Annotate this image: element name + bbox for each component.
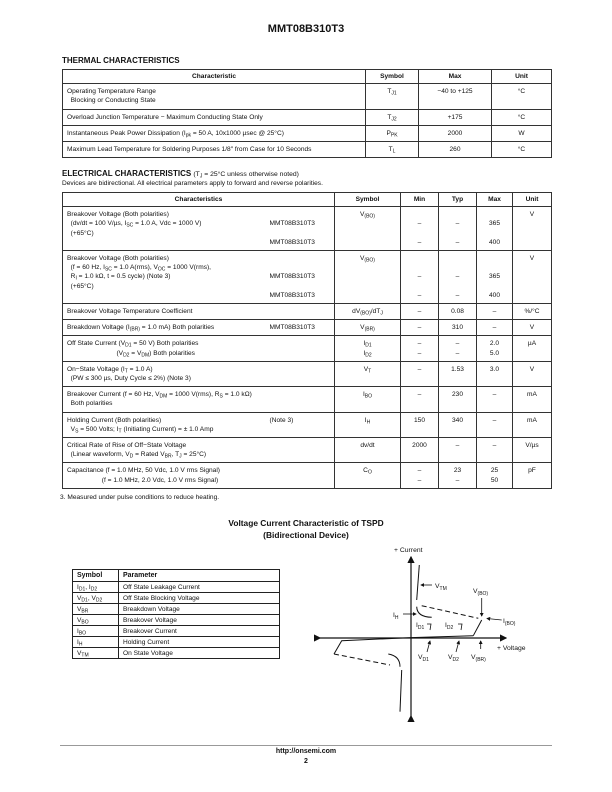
table-row	[73, 593, 280, 604]
typ-cell: – –	[439, 207, 477, 251]
thermal-characteristics-table	[62, 69, 552, 158]
table-row	[63, 109, 552, 125]
characteristic-cell: Critical Rate of Rise of Off−State Voltage (Linear waveform, $V_D$ = Rated $V_{BR}$, $T_J = 25^\circ C$)	[63, 438, 266, 463]
table-row	[63, 304, 552, 320]
unit-cell: mA	[513, 412, 552, 437]
unit-cell: V/µs	[513, 438, 552, 463]
symbol-cell: $I_{BO}$	[73, 626, 119, 637]
max-cell: –	[477, 438, 513, 463]
min-cell: –	[401, 361, 439, 386]
unit-cell: V	[513, 251, 552, 304]
figure-title-line: Voltage Current Characteristic of TSPD	[228, 518, 384, 528]
part-number-cell	[266, 463, 335, 488]
symbol-cell: $I_{BO}$	[335, 387, 401, 412]
column-header: Unit	[513, 193, 552, 207]
part-number-cell	[266, 336, 335, 361]
table-row	[73, 637, 280, 648]
max-cell: +175	[419, 109, 492, 125]
table-header-row	[63, 70, 552, 84]
parameter-cell: Breakover Current	[119, 626, 280, 637]
symbol-cell: $T_{J2}$	[366, 109, 419, 125]
min-cell: –	[401, 387, 439, 412]
table-row	[63, 207, 552, 251]
characteristic-cell: Off State Current ($V_{D1} = 50$ V) Both polarities $(V_{D2} = V_{DM})$ Both polarities	[63, 336, 266, 361]
symbol-cell: $V_{TM}$	[73, 648, 119, 659]
electrical-heading	[62, 169, 299, 178]
axes	[320, 557, 506, 716]
typ-cell: – –	[439, 251, 477, 304]
table-row	[63, 320, 552, 336]
column-header: Unit	[492, 70, 552, 84]
electrical-heading-note: ($T_J = 25^\circ C$ unless otherwise noted)	[193, 171, 299, 180]
typ-cell: 0.08	[439, 304, 477, 320]
characteristic-cell: Breakdown Voltage ($I_{(BR)} = 1.0$ mA) Both polarities	[63, 320, 266, 336]
column-header: Characteristic	[63, 70, 366, 84]
characteristic-cell: Maximum Lead Temperature for Soldering Purposes 1/8″ from Case for 10 Seconds	[63, 142, 366, 158]
part-number-cell: MMT08B310T3 MMT08B310T3	[266, 251, 335, 304]
max-cell: 3.0	[477, 361, 513, 386]
symbol-cell: $V_{BO}$	[73, 615, 119, 626]
table-row	[73, 582, 280, 593]
symbol-cell: $I_H$	[335, 412, 401, 437]
part-number-cell: MMT08B310T3 MMT08B310T3	[266, 207, 335, 251]
vd1-label: $V_{D1}$	[418, 654, 429, 663]
vtm-label: $V_{TM}$	[435, 583, 447, 592]
characteristic-cell: Overload Junction Temperature − Maximum Conducting State Only	[63, 109, 366, 125]
column-header: Max	[419, 70, 492, 84]
electrical-heading-text: ELECTRICAL CHARACTERISTICS	[62, 169, 192, 178]
symbol-cell: $V_{(BO)}$	[335, 251, 401, 304]
characteristic-cell: On−State Voltage ($I_T = 1.0$ A) (PW ≤ 300 µs, Duty Cycle ≤ 2%) (Note 3)	[63, 361, 266, 386]
characteristic-cell: Breakover Voltage (Both polarities) (f = 60 Hz, $I_{SC} = 1.0$ A(rms), $V_{OC} = 1000$ V(rms), $R_I = 1.0$ kΩ, t = 0.5 cycle) (Note 3) (+65°C)	[63, 251, 266, 304]
parameter-cell: Off State Blocking Voltage	[119, 593, 280, 604]
symbol-cell: $T_{J1}$	[366, 84, 419, 109]
table-row	[63, 142, 552, 158]
part-number-cell	[266, 361, 335, 386]
characteristic-cell: Breakover Voltage Temperature Coefficient	[63, 304, 266, 320]
table-row	[73, 648, 280, 659]
symbol-cell: $V_{D1}$, $V_{D2}$	[73, 593, 119, 604]
unit-cell: %/°C	[513, 304, 552, 320]
symbol-cell: $I_H$	[73, 637, 119, 648]
min-cell: – –	[401, 336, 439, 361]
symbol-cell: $V_{(BO)}$	[335, 207, 401, 251]
unit-cell: pF	[513, 463, 552, 488]
figure-title	[0, 517, 612, 541]
parameter-cell: Off State Leakage Current	[119, 582, 280, 593]
max-cell: −40 to +125	[419, 84, 492, 109]
table-row	[63, 412, 552, 437]
max-cell: 2.0 5.0	[477, 336, 513, 361]
vbo-label: $V_{(BO)}$	[473, 588, 489, 597]
symbol-legend-table	[72, 569, 280, 659]
unit-cell: °C	[492, 109, 552, 125]
max-cell: –	[477, 320, 513, 336]
column-header: Min	[401, 193, 439, 207]
symbol-cell: $dV_{(BO)}/dT_J$	[335, 304, 401, 320]
unit-cell: V	[513, 320, 552, 336]
characteristic-cell: Breakover Voltage (Both polarities) (dv/dt = 100 V/µs, $I_{SC} = 1.0$ A, Vdc = 1000 V) (+65°C)	[63, 207, 266, 251]
max-cell: –	[477, 387, 513, 412]
max-cell: –	[477, 412, 513, 437]
ih-label: $I_H$	[393, 612, 399, 621]
footnote: 3. Measured under pulse conditions to reduce heating.	[60, 494, 220, 501]
unit-cell: °C	[492, 142, 552, 158]
unit-cell: °C	[492, 84, 552, 109]
symbol-cell: $I_{D1}$ $I_{D2}$	[335, 336, 401, 361]
footer-link[interactable]: http://onsemi.com	[275, 748, 337, 755]
part-number-cell	[266, 438, 335, 463]
min-cell: 150	[401, 412, 439, 437]
max-cell: 260	[419, 142, 492, 158]
ibo-label: $I_{(BO)}$	[503, 618, 516, 627]
min-cell: – –	[401, 207, 439, 251]
unit-cell: µA	[513, 336, 552, 361]
typ-cell: 1.53	[439, 361, 477, 386]
parameter-cell: Breakdown Voltage	[119, 604, 280, 615]
max-cell: 365 400	[477, 251, 513, 304]
symbol-cell: $V_{BR}$	[73, 604, 119, 615]
characteristic-cell: Breakover Current (f = 60 Hz, $V_{DM} = 1000$ V(rms), $R_S = 1.0$ kΩ) Both polarities	[63, 387, 266, 412]
column-header: Characteristics	[63, 193, 335, 207]
typ-cell: 23 –	[439, 463, 477, 488]
table-header-row	[63, 193, 552, 207]
typ-cell: – –	[439, 336, 477, 361]
diagram-labels	[393, 547, 526, 663]
column-header: Symbol	[335, 193, 401, 207]
max-cell: 365 400	[477, 207, 513, 251]
typ-cell: 230	[439, 387, 477, 412]
symbol-cell: dv/dt	[335, 438, 401, 463]
min-cell: – –	[401, 463, 439, 488]
vd2-label: $V_{D2}$	[448, 654, 459, 663]
electrical-subtitle: Devices are bidirectional. All electrical parameters apply to forward and reverse polarities.	[62, 180, 323, 187]
symbol-cell: $T_L$	[366, 142, 419, 158]
symbol-cell: $I_{D1}$, $I_{D2}$	[73, 582, 119, 593]
typ-cell: 310	[439, 320, 477, 336]
unit-cell: V	[513, 207, 552, 251]
characteristic-cell: Operating Temperature Range Blocking or Conducting State	[63, 84, 366, 109]
part-number-cell	[266, 304, 335, 320]
id2-label: $I_{D2}$	[445, 622, 454, 631]
table-row	[73, 604, 280, 615]
table-row	[63, 125, 552, 141]
thermal-heading: THERMAL CHARACTERISTICS	[62, 56, 180, 65]
x-axis-label: + Voltage	[497, 645, 526, 652]
part-number-cell: MMT08B310T3	[266, 320, 335, 336]
unit-cell: V	[513, 361, 552, 386]
characteristic-cell: Holding Current (Both polarities) $V_S = 500$ Volts; $I_T$ (Initiating Current) = ± 1.0 Amp	[63, 412, 266, 437]
unit-cell: mA	[513, 387, 552, 412]
table-row	[63, 361, 552, 386]
column-header: Symbol	[366, 70, 419, 84]
parameter-cell: Holding Current	[119, 637, 280, 648]
footer-divider	[60, 745, 552, 746]
min-cell: – –	[401, 251, 439, 304]
characteristic-cell: Capacitance (f = 1.0 MHz, 50 Vdc, 1.0 V rms Signal) (f = 1.0 MHz, 2.0 Vdc, 1.0 V rms Signal)	[63, 463, 266, 488]
typ-cell: –	[439, 438, 477, 463]
column-header: Max	[477, 193, 513, 207]
table-row	[63, 463, 552, 488]
parameter-cell: On State Voltage	[119, 648, 280, 659]
table-row	[63, 336, 552, 361]
id1-label: $I_{D1}$	[416, 622, 425, 631]
max-cell: 25 50	[477, 463, 513, 488]
unit-cell: W	[492, 125, 552, 141]
column-header: Symbol	[73, 570, 119, 582]
table-row	[63, 84, 552, 109]
table-header-row	[73, 570, 280, 582]
part-number-cell	[266, 387, 335, 412]
max-cell: –	[477, 304, 513, 320]
vbr-label: $V_{(BR)}$	[471, 654, 486, 663]
symbol-cell: $C_O$	[335, 463, 401, 488]
page-number: 2	[304, 758, 308, 765]
max-cell: 2000	[419, 125, 492, 141]
symbol-cell: $V_T$	[335, 361, 401, 386]
column-header: Typ	[439, 193, 477, 207]
part-number-cell: (Note 3)	[266, 412, 335, 437]
parameter-cell: Breakover Voltage	[119, 615, 280, 626]
table-row	[63, 251, 552, 304]
min-cell: –	[401, 304, 439, 320]
typ-cell: 340	[439, 412, 477, 437]
y-axis-label: + Current	[394, 547, 423, 554]
column-header: Parameter	[119, 570, 280, 582]
table-row	[73, 626, 280, 637]
figure-subtitle: (Bidirectional Device)	[263, 530, 349, 540]
electrical-characteristics-table	[62, 192, 552, 489]
table-row	[73, 615, 280, 626]
table-row	[63, 438, 552, 463]
min-cell: –	[401, 320, 439, 336]
min-cell: 2000	[401, 438, 439, 463]
document-title: MMT08B310T3	[267, 23, 345, 35]
characteristic-cell: Instantaneous Peak Power Dissipation ($I_{pk} = 50$ A, 10x1000 µsec @ 25°C)	[63, 125, 366, 141]
symbol-cell: $V_{(BR)}$	[335, 320, 401, 336]
symbol-cell: $P_{PK}$	[366, 125, 419, 141]
table-row	[63, 387, 552, 412]
vi-characteristic-diagram	[300, 540, 560, 730]
